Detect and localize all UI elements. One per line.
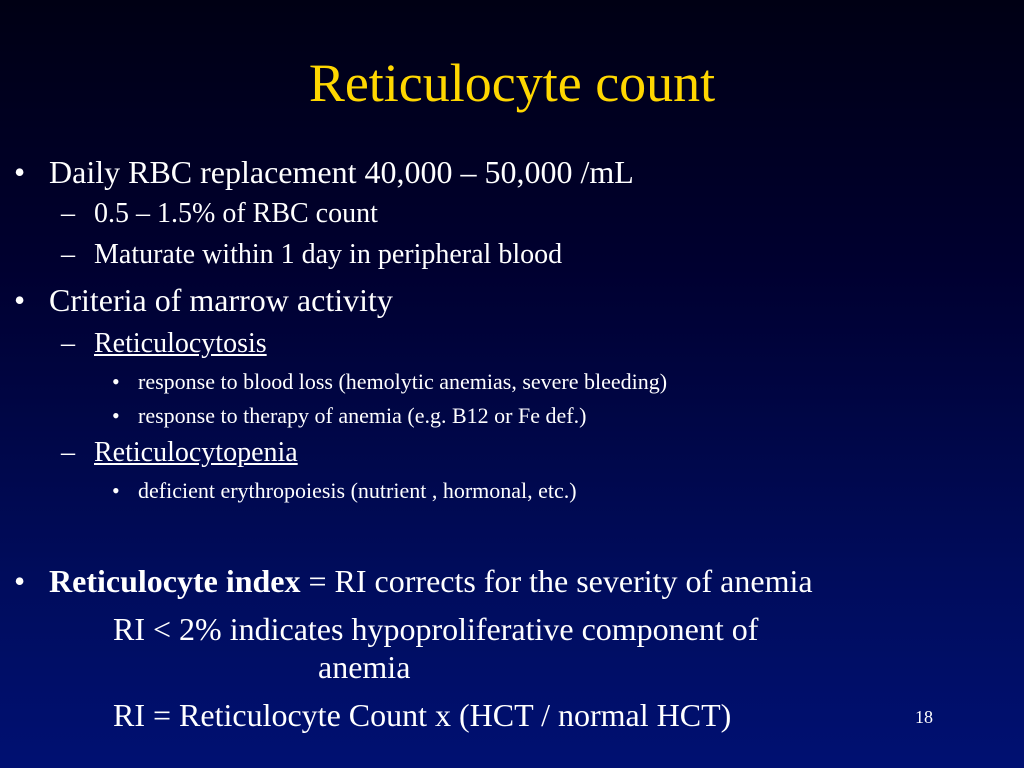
ri-threshold-line: RI < 2% indicates hypoproliferative component of <box>113 611 759 647</box>
dash-marker: – <box>61 198 75 229</box>
dash-marker: – <box>61 328 75 359</box>
bullet-marker: • <box>112 403 120 428</box>
slide-title: Reticulocyte count <box>308 53 716 113</box>
bullet-marker: • <box>14 563 26 599</box>
dash-marker: – <box>61 437 75 468</box>
ri-threshold-continuation: anemia <box>318 649 411 685</box>
reticulocytopenia-heading: Reticulocytopenia <box>94 437 298 468</box>
bullet-reticulocyte-index <box>49 562 813 600</box>
reticulocytopenia-item: deficient erythropoiesis (nutrient , hormonal, etc.) <box>138 478 577 503</box>
bullet-marker: • <box>14 282 26 318</box>
bullet-marker: • <box>112 478 120 503</box>
dash-marker: – <box>61 239 75 270</box>
bullet-marker: • <box>14 154 26 190</box>
bullet-marker: • <box>112 369 120 394</box>
sub-maturate: Maturate within 1 day in peripheral blood <box>94 239 563 270</box>
reticulocyte-index-definition: = RI corrects for the severity of anemia <box>300 563 813 599</box>
reticulocytosis-item: response to blood loss (hemolytic anemias, severe bleeding) <box>138 369 668 394</box>
reticulocyte-index-term: Reticulocyte index <box>49 563 301 599</box>
bullet-daily-rbc: Daily RBC replacement 40,000 – 50,000 /mL <box>49 154 634 190</box>
reticulocytosis-heading: Reticulocytosis <box>94 328 267 359</box>
reticulocytosis-item: response to therapy of anemia (e.g. B12 or Fe def.) <box>138 403 587 428</box>
bullet-criteria: Criteria of marrow activity <box>49 282 393 318</box>
ri-formula: RI = Reticulocyte Count x (HCT / normal HCT) <box>113 697 732 733</box>
page-number: 18 <box>915 707 933 727</box>
sub-rbc-percent: 0.5 – 1.5% of RBC count <box>94 198 378 229</box>
